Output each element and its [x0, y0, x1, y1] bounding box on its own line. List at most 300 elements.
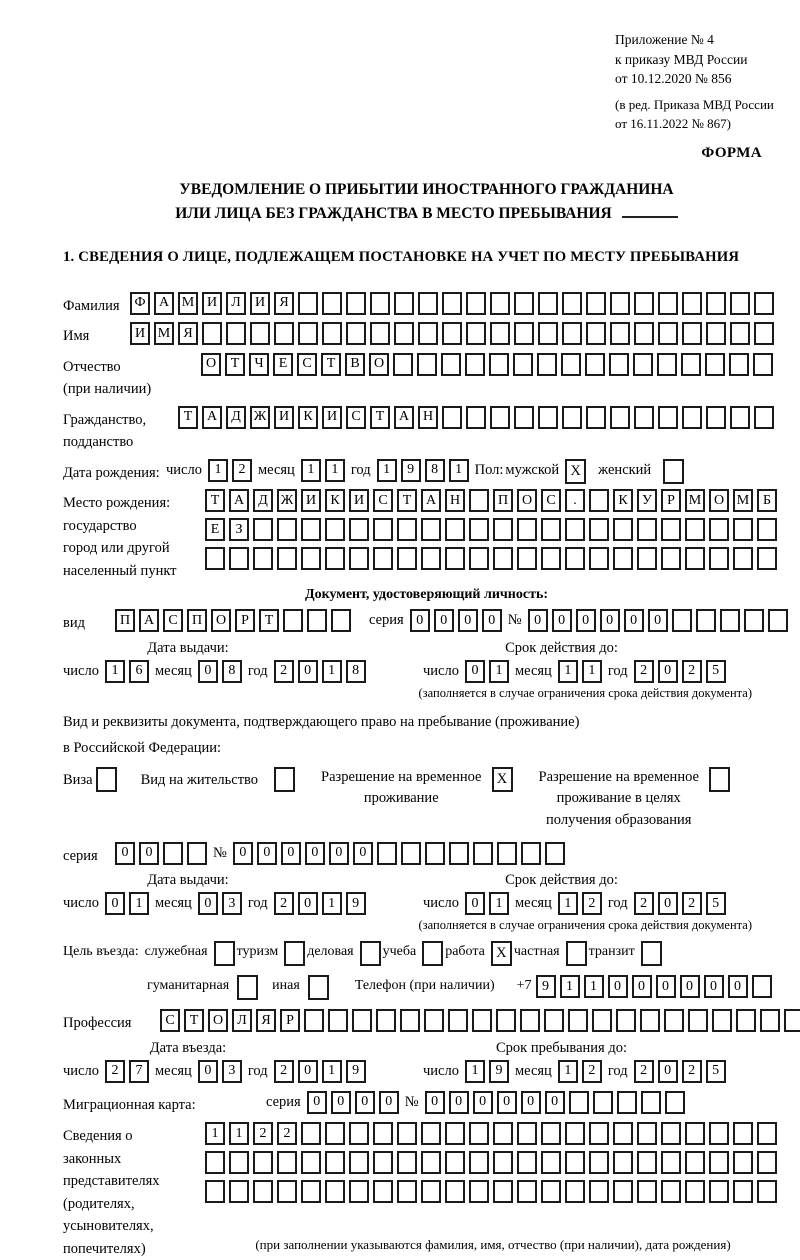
- char-cell[interactable]: [709, 518, 729, 541]
- char-cell[interactable]: [733, 1122, 753, 1145]
- char-cell[interactable]: О: [208, 1009, 228, 1032]
- char-cell[interactable]: [664, 1009, 684, 1032]
- char-cell[interactable]: [613, 1122, 633, 1145]
- char-cell[interactable]: С: [297, 353, 317, 376]
- char-cell[interactable]: Е: [205, 518, 225, 541]
- char-cell[interactable]: [322, 322, 342, 345]
- char-cell[interactable]: 0: [198, 892, 218, 915]
- char-cell[interactable]: С: [373, 489, 393, 512]
- char-cell[interactable]: У: [637, 489, 657, 512]
- char-cell[interactable]: [424, 1009, 444, 1032]
- char-cell[interactable]: [229, 1180, 249, 1203]
- char-cell[interactable]: Н: [418, 406, 438, 429]
- male-checkbox[interactable]: X: [565, 459, 586, 484]
- char-cell[interactable]: [617, 1091, 637, 1114]
- char-cell[interactable]: [325, 518, 345, 541]
- char-cell[interactable]: 0: [434, 609, 454, 632]
- char-cell[interactable]: 1: [449, 459, 469, 482]
- char-cell[interactable]: [472, 1009, 492, 1032]
- char-cell[interactable]: 6: [129, 660, 149, 683]
- char-cell[interactable]: [496, 1009, 516, 1032]
- char-cell[interactable]: Ж: [250, 406, 270, 429]
- char-cell[interactable]: 9: [401, 459, 421, 482]
- char-cell[interactable]: 1: [560, 975, 580, 998]
- char-cell[interactable]: [541, 547, 561, 570]
- char-cell[interactable]: [565, 518, 585, 541]
- char-cell[interactable]: 2: [274, 892, 294, 915]
- char-cell[interactable]: 1: [322, 1060, 342, 1083]
- char-cell[interactable]: [685, 1122, 705, 1145]
- char-cell[interactable]: [757, 547, 777, 570]
- char-cell[interactable]: [589, 518, 609, 541]
- char-cell[interactable]: [489, 353, 509, 376]
- education-permit-checkbox[interactable]: [709, 767, 730, 792]
- char-cell[interactable]: [307, 609, 327, 632]
- char-cell[interactable]: [736, 1009, 756, 1032]
- char-cell[interactable]: [586, 406, 606, 429]
- char-cell[interactable]: [441, 353, 461, 376]
- char-cell[interactable]: П: [187, 609, 207, 632]
- char-cell[interactable]: [688, 1009, 708, 1032]
- char-cell[interactable]: [658, 292, 678, 315]
- char-cell[interactable]: [493, 1180, 513, 1203]
- char-cell[interactable]: [517, 518, 537, 541]
- char-cell[interactable]: [445, 547, 465, 570]
- char-cell[interactable]: 1: [489, 660, 509, 683]
- char-cell[interactable]: [733, 518, 753, 541]
- char-cell[interactable]: 9: [346, 892, 366, 915]
- char-cell[interactable]: 0: [552, 609, 572, 632]
- char-cell[interactable]: 1: [584, 975, 604, 998]
- char-cell[interactable]: 1: [489, 892, 509, 915]
- residence-permit-checkbox[interactable]: [274, 767, 295, 792]
- char-cell[interactable]: [545, 842, 565, 865]
- char-cell[interactable]: .: [565, 489, 585, 512]
- char-cell[interactable]: [637, 1122, 657, 1145]
- char-cell[interactable]: И: [274, 406, 294, 429]
- char-cell[interactable]: [658, 406, 678, 429]
- char-cell[interactable]: [349, 1180, 369, 1203]
- char-cell[interactable]: И: [130, 322, 150, 345]
- char-cell[interactable]: [401, 842, 421, 865]
- char-cell[interactable]: Р: [235, 609, 255, 632]
- char-cell[interactable]: [592, 1009, 612, 1032]
- purpose-transit-checkbox[interactable]: [641, 941, 662, 966]
- char-cell[interactable]: [497, 842, 517, 865]
- char-cell[interactable]: [610, 322, 630, 345]
- char-cell[interactable]: [685, 547, 705, 570]
- char-cell[interactable]: [561, 353, 581, 376]
- char-cell[interactable]: [418, 322, 438, 345]
- char-cell[interactable]: [706, 406, 726, 429]
- char-cell[interactable]: [370, 292, 390, 315]
- char-cell[interactable]: 0: [331, 1091, 351, 1114]
- char-cell[interactable]: [784, 1009, 800, 1032]
- char-cell[interactable]: [425, 842, 445, 865]
- char-cell[interactable]: 2: [634, 660, 654, 683]
- char-cell[interactable]: [322, 292, 342, 315]
- char-cell[interactable]: 2: [682, 1060, 702, 1083]
- char-cell[interactable]: 0: [497, 1091, 517, 1114]
- char-cell[interactable]: [517, 1180, 537, 1203]
- char-cell[interactable]: 1: [558, 660, 578, 683]
- char-cell[interactable]: 1: [301, 459, 321, 482]
- char-cell[interactable]: [163, 842, 183, 865]
- char-cell[interactable]: [490, 406, 510, 429]
- char-cell[interactable]: [565, 1180, 585, 1203]
- char-cell[interactable]: [757, 1122, 777, 1145]
- char-cell[interactable]: [328, 1009, 348, 1032]
- char-cell[interactable]: 1: [105, 660, 125, 683]
- char-cell[interactable]: Д: [226, 406, 246, 429]
- char-cell[interactable]: [325, 547, 345, 570]
- char-cell[interactable]: 0: [257, 842, 277, 865]
- char-cell[interactable]: 0: [521, 1091, 541, 1114]
- char-cell[interactable]: [585, 353, 605, 376]
- char-cell[interactable]: К: [325, 489, 345, 512]
- char-cell[interactable]: 2: [274, 1060, 294, 1083]
- char-cell[interactable]: 0: [658, 660, 678, 683]
- char-cell[interactable]: [521, 842, 541, 865]
- char-cell[interactable]: [541, 518, 561, 541]
- char-cell[interactable]: 0: [449, 1091, 469, 1114]
- char-cell[interactable]: 2: [682, 660, 702, 683]
- char-cell[interactable]: 0: [198, 660, 218, 683]
- char-cell[interactable]: 0: [305, 842, 325, 865]
- char-cell[interactable]: Р: [661, 489, 681, 512]
- char-cell[interactable]: [466, 406, 486, 429]
- char-cell[interactable]: [682, 406, 702, 429]
- char-cell[interactable]: [397, 1122, 417, 1145]
- char-cell[interactable]: Т: [321, 353, 341, 376]
- char-cell[interactable]: [640, 1009, 660, 1032]
- char-cell[interactable]: 2: [253, 1122, 273, 1145]
- char-cell[interactable]: [376, 1009, 396, 1032]
- char-cell[interactable]: И: [301, 489, 321, 512]
- char-cell[interactable]: Т: [225, 353, 245, 376]
- char-cell[interactable]: Д: [253, 489, 273, 512]
- char-cell[interactable]: [417, 353, 437, 376]
- char-cell[interactable]: 0: [298, 892, 318, 915]
- char-cell[interactable]: О: [211, 609, 231, 632]
- purpose-official-checkbox[interactable]: [214, 941, 235, 966]
- char-cell[interactable]: [493, 518, 513, 541]
- char-cell[interactable]: [565, 547, 585, 570]
- char-cell[interactable]: [469, 518, 489, 541]
- char-cell[interactable]: [685, 1180, 705, 1203]
- char-cell[interactable]: 0: [465, 892, 485, 915]
- char-cell[interactable]: Т: [397, 489, 417, 512]
- char-cell[interactable]: [400, 1009, 420, 1032]
- char-cell[interactable]: [490, 322, 510, 345]
- char-cell[interactable]: [633, 353, 653, 376]
- char-cell[interactable]: 8: [425, 459, 445, 482]
- char-cell[interactable]: [634, 292, 654, 315]
- char-cell[interactable]: [448, 1009, 468, 1032]
- char-cell[interactable]: А: [421, 489, 441, 512]
- char-cell[interactable]: [562, 292, 582, 315]
- char-cell[interactable]: [301, 1122, 321, 1145]
- char-cell[interactable]: [613, 1180, 633, 1203]
- purpose-humanitarian-checkbox[interactable]: [237, 975, 258, 1000]
- char-cell[interactable]: 0: [298, 1060, 318, 1083]
- char-cell[interactable]: [754, 322, 774, 345]
- char-cell[interactable]: 1: [465, 1060, 485, 1083]
- char-cell[interactable]: [586, 322, 606, 345]
- char-cell[interactable]: 9: [346, 1060, 366, 1083]
- char-cell[interactable]: 2: [105, 1060, 125, 1083]
- char-cell[interactable]: П: [115, 609, 135, 632]
- char-cell[interactable]: 1: [325, 459, 345, 482]
- char-cell[interactable]: [613, 547, 633, 570]
- char-cell[interactable]: [418, 292, 438, 315]
- temp-residence-permit-checkbox[interactable]: X: [492, 767, 513, 792]
- char-cell[interactable]: 0: [115, 842, 135, 865]
- char-cell[interactable]: 0: [379, 1091, 399, 1114]
- char-cell[interactable]: [304, 1009, 324, 1032]
- char-cell[interactable]: [753, 353, 773, 376]
- char-cell[interactable]: А: [202, 406, 222, 429]
- title-blank-underline[interactable]: [622, 203, 678, 218]
- char-cell[interactable]: 0: [658, 892, 678, 915]
- char-cell[interactable]: [665, 1091, 685, 1114]
- char-cell[interactable]: [589, 1180, 609, 1203]
- char-cell[interactable]: [541, 1180, 561, 1203]
- char-cell[interactable]: [465, 353, 485, 376]
- char-cell[interactable]: [277, 1180, 297, 1203]
- char-cell[interactable]: [445, 518, 465, 541]
- char-cell[interactable]: 2: [582, 892, 602, 915]
- char-cell[interactable]: [373, 1122, 393, 1145]
- char-cell[interactable]: [253, 518, 273, 541]
- char-cell[interactable]: М: [685, 489, 705, 512]
- char-cell[interactable]: Я: [256, 1009, 276, 1032]
- char-cell[interactable]: [562, 406, 582, 429]
- char-cell[interactable]: 0: [728, 975, 748, 998]
- char-cell[interactable]: 1: [582, 660, 602, 683]
- char-cell[interactable]: М: [154, 322, 174, 345]
- char-cell[interactable]: 0: [353, 842, 373, 865]
- char-cell[interactable]: О: [201, 353, 221, 376]
- char-cell[interactable]: Ч: [249, 353, 269, 376]
- char-cell[interactable]: [517, 547, 537, 570]
- char-cell[interactable]: Я: [274, 292, 294, 315]
- char-cell[interactable]: [397, 518, 417, 541]
- char-cell[interactable]: [757, 1180, 777, 1203]
- purpose-private-checkbox[interactable]: [566, 941, 587, 966]
- char-cell[interactable]: [589, 1122, 609, 1145]
- char-cell[interactable]: [685, 518, 705, 541]
- char-cell[interactable]: [661, 1122, 681, 1145]
- char-cell[interactable]: 1: [558, 1060, 578, 1083]
- visa-checkbox[interactable]: [96, 767, 117, 792]
- char-cell[interactable]: Ж: [277, 489, 297, 512]
- char-cell[interactable]: И: [202, 292, 222, 315]
- char-cell[interactable]: 0: [355, 1091, 375, 1114]
- char-cell[interactable]: 0: [648, 609, 668, 632]
- char-cell[interactable]: О: [709, 489, 729, 512]
- char-cell[interactable]: [541, 1122, 561, 1145]
- char-cell[interactable]: [637, 1180, 657, 1203]
- char-cell[interactable]: 0: [233, 842, 253, 865]
- char-cell[interactable]: [205, 1180, 225, 1203]
- char-cell[interactable]: 5: [706, 1060, 726, 1083]
- char-cell[interactable]: [517, 1122, 537, 1145]
- char-cell[interactable]: 0: [680, 975, 700, 998]
- char-cell[interactable]: 1: [205, 1122, 225, 1145]
- char-cell[interactable]: [493, 547, 513, 570]
- char-cell[interactable]: [346, 292, 366, 315]
- char-cell[interactable]: 0: [600, 609, 620, 632]
- char-cell[interactable]: [469, 489, 489, 512]
- char-cell[interactable]: [709, 547, 729, 570]
- char-cell[interactable]: Ф: [130, 292, 150, 315]
- char-cell[interactable]: 1: [229, 1122, 249, 1145]
- char-cell[interactable]: 3: [222, 892, 242, 915]
- char-cell[interactable]: [613, 518, 633, 541]
- char-cell[interactable]: [393, 353, 413, 376]
- char-cell[interactable]: 0: [298, 660, 318, 683]
- char-cell[interactable]: [538, 292, 558, 315]
- char-cell[interactable]: 2: [582, 1060, 602, 1083]
- char-cell[interactable]: 7: [129, 1060, 149, 1083]
- char-cell[interactable]: 1: [322, 660, 342, 683]
- char-cell[interactable]: [593, 1091, 613, 1114]
- char-cell[interactable]: [493, 1122, 513, 1145]
- char-cell[interactable]: [301, 518, 321, 541]
- char-cell[interactable]: [469, 1122, 489, 1145]
- char-cell[interactable]: [720, 609, 740, 632]
- char-cell[interactable]: [466, 322, 486, 345]
- char-cell[interactable]: 8: [222, 660, 242, 683]
- char-cell[interactable]: 3: [222, 1060, 242, 1083]
- char-cell[interactable]: В: [345, 353, 365, 376]
- char-cell[interactable]: А: [154, 292, 174, 315]
- char-cell[interactable]: [394, 322, 414, 345]
- char-cell[interactable]: [589, 547, 609, 570]
- char-cell[interactable]: [298, 292, 318, 315]
- char-cell[interactable]: 0: [576, 609, 596, 632]
- char-cell[interactable]: З: [229, 518, 249, 541]
- char-cell[interactable]: [537, 353, 557, 376]
- char-cell[interactable]: [661, 1180, 681, 1203]
- char-cell[interactable]: Н: [445, 489, 465, 512]
- char-cell[interactable]: 2: [277, 1122, 297, 1145]
- char-cell[interactable]: 2: [634, 892, 654, 915]
- char-cell[interactable]: 2: [274, 660, 294, 683]
- char-cell[interactable]: [634, 406, 654, 429]
- char-cell[interactable]: [469, 1180, 489, 1203]
- char-cell[interactable]: Т: [184, 1009, 204, 1032]
- char-cell[interactable]: 0: [658, 1060, 678, 1083]
- char-cell[interactable]: И: [349, 489, 369, 512]
- char-cell[interactable]: 1: [129, 892, 149, 915]
- char-cell[interactable]: [442, 322, 462, 345]
- char-cell[interactable]: [768, 609, 788, 632]
- char-cell[interactable]: [226, 322, 246, 345]
- char-cell[interactable]: [637, 547, 657, 570]
- char-cell[interactable]: С: [163, 609, 183, 632]
- char-cell[interactable]: [445, 1122, 465, 1145]
- char-cell[interactable]: 2: [634, 1060, 654, 1083]
- char-cell[interactable]: 0: [528, 609, 548, 632]
- char-cell[interactable]: [445, 1180, 465, 1203]
- purpose-business-checkbox[interactable]: [360, 941, 381, 966]
- char-cell[interactable]: [513, 353, 533, 376]
- char-cell[interactable]: Р: [280, 1009, 300, 1032]
- char-cell[interactable]: 9: [536, 975, 556, 998]
- char-cell[interactable]: 0: [458, 609, 478, 632]
- char-cell[interactable]: [394, 292, 414, 315]
- char-cell[interactable]: [616, 1009, 636, 1032]
- char-cell[interactable]: [641, 1091, 661, 1114]
- char-cell[interactable]: Я: [178, 322, 198, 345]
- char-cell[interactable]: [421, 1122, 441, 1145]
- char-cell[interactable]: [469, 547, 489, 570]
- char-cell[interactable]: 0: [307, 1091, 327, 1114]
- char-cell[interactable]: [466, 292, 486, 315]
- purpose-study-checkbox[interactable]: [422, 941, 443, 966]
- char-cell[interactable]: Т: [205, 489, 225, 512]
- char-cell[interactable]: [609, 353, 629, 376]
- char-cell[interactable]: 0: [473, 1091, 493, 1114]
- char-cell[interactable]: [277, 518, 297, 541]
- char-cell[interactable]: [370, 322, 390, 345]
- char-cell[interactable]: [538, 322, 558, 345]
- char-cell[interactable]: [349, 518, 369, 541]
- char-cell[interactable]: К: [613, 489, 633, 512]
- char-cell[interactable]: 0: [704, 975, 724, 998]
- char-cell[interactable]: [331, 609, 351, 632]
- char-cell[interactable]: С: [160, 1009, 180, 1032]
- char-cell[interactable]: [373, 518, 393, 541]
- char-cell[interactable]: [202, 322, 222, 345]
- purpose-tourism-checkbox[interactable]: [284, 941, 305, 966]
- char-cell[interactable]: А: [394, 406, 414, 429]
- char-cell[interactable]: [562, 322, 582, 345]
- char-cell[interactable]: [373, 547, 393, 570]
- char-cell[interactable]: [352, 1009, 372, 1032]
- char-cell[interactable]: [754, 406, 774, 429]
- char-cell[interactable]: 0: [624, 609, 644, 632]
- char-cell[interactable]: Л: [232, 1009, 252, 1032]
- char-cell[interactable]: [757, 518, 777, 541]
- char-cell[interactable]: 1: [208, 459, 228, 482]
- char-cell[interactable]: 0: [656, 975, 676, 998]
- char-cell[interactable]: 0: [632, 975, 652, 998]
- char-cell[interactable]: [253, 547, 273, 570]
- char-cell[interactable]: [705, 353, 725, 376]
- char-cell[interactable]: [520, 1009, 540, 1032]
- char-cell[interactable]: [729, 353, 749, 376]
- char-cell[interactable]: [250, 322, 270, 345]
- char-cell[interactable]: [421, 547, 441, 570]
- char-cell[interactable]: М: [178, 292, 198, 315]
- char-cell[interactable]: А: [139, 609, 159, 632]
- char-cell[interactable]: [744, 609, 764, 632]
- char-cell[interactable]: [283, 609, 303, 632]
- char-cell[interactable]: С: [541, 489, 561, 512]
- char-cell[interactable]: [712, 1009, 732, 1032]
- char-cell[interactable]: [421, 518, 441, 541]
- char-cell[interactable]: [397, 1180, 417, 1203]
- char-cell[interactable]: [706, 322, 726, 345]
- char-cell[interactable]: [490, 292, 510, 315]
- char-cell[interactable]: [709, 1180, 729, 1203]
- char-cell[interactable]: 0: [329, 842, 349, 865]
- char-cell[interactable]: [514, 292, 534, 315]
- char-cell[interactable]: [349, 1122, 369, 1145]
